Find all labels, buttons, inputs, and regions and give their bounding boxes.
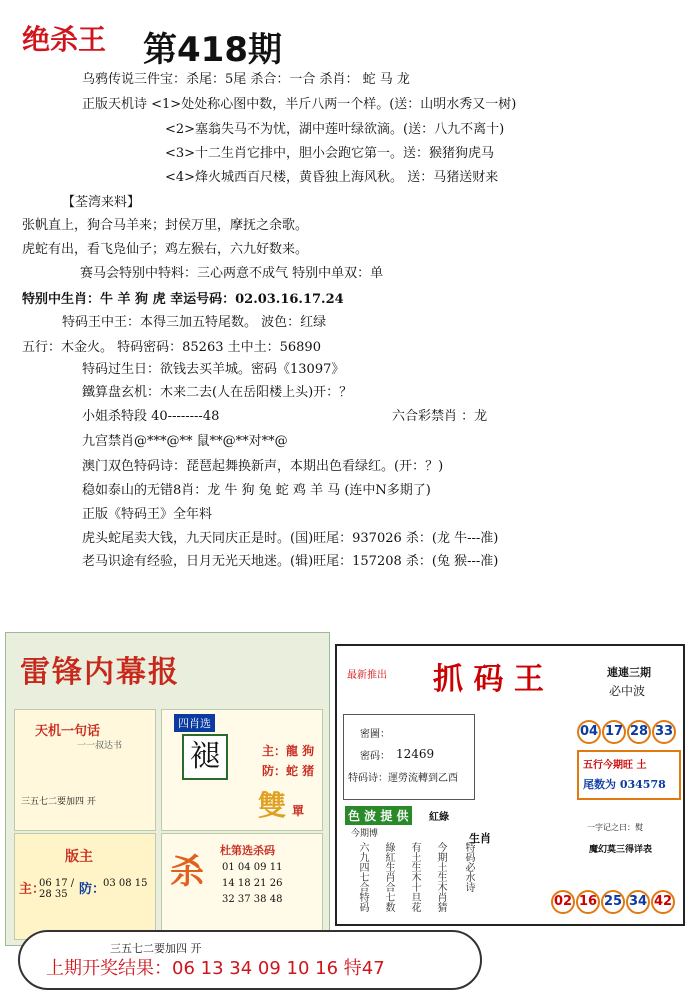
tianji-box [14, 709, 156, 831]
brand-title: 绝杀王 [22, 23, 107, 56]
shengxiao: 生肖 [469, 832, 491, 845]
color-value: 紅綠 [429, 812, 449, 823]
charm: 魔幻莫三得详表 [589, 845, 653, 855]
wuxing: 五行今期旺 土 [583, 760, 647, 771]
new-release: 最新推出 [347, 670, 387, 681]
zhuama-title: 抓 码 王 [433, 662, 544, 697]
line-17: 九宫禁肖@***@** 鼠**@**对**@ [82, 434, 288, 449]
col-1: 六九四七合特码 [357, 842, 368, 912]
sha-char: 杀 [170, 852, 204, 892]
bottom-ball-5: 42 [651, 890, 675, 914]
line-18: 澳门双色特码诗：琵琶起舞换新声，本期出色看绿红。(开：？) [82, 459, 444, 474]
issue-number: 第418期 [143, 30, 282, 70]
four-pick-banner: 四肖选 [174, 714, 215, 732]
col-5: 特码必水诗 [463, 842, 474, 892]
word-label: 一字记之曰：熨 [587, 823, 643, 832]
zhu-value: 龍 狗 [286, 744, 315, 758]
fang-value: 蛇 猪 [286, 764, 315, 778]
left-panel [5, 632, 330, 946]
nums-left: 06 17 / 28 35 [39, 878, 75, 900]
poem-label: 特码诗： [348, 773, 388, 784]
top-ball-4: 33 [652, 720, 676, 744]
last-result: 上期开奖结果：06 13 34 09 10 16 特47 [46, 958, 385, 979]
line-12: 五行：木金火。 特码密码：85263 土中土：56890 [22, 340, 321, 355]
bottom-ball-2: 16 [576, 890, 600, 914]
line-9: 赛马会特别中特料：三心两意不成气 特别中单双：单 [80, 266, 384, 281]
top-ball-3: 28 [627, 720, 651, 744]
top-ball-1: 04 [577, 720, 601, 744]
code-value: 12469 [396, 747, 435, 761]
streak-label: 連連三期 [607, 666, 651, 679]
line-21: 虎头蛇尾卖大钱，九天同庆正是时。(国)旺尾：937026 杀：(龙 牛---准) [82, 531, 499, 546]
ban-box [14, 833, 156, 940]
line-5: <4>烽火城西百尺楼，黄昏独上海风秋。 送：马猪送财来 [165, 170, 499, 185]
line-4: <3>十二生肖它排中，胆小会跑它第一。送：猴猪狗虎马 [165, 146, 495, 161]
line-1: 乌鸦传说三件宝：杀尾：5尾 杀合：一合 杀肖： 蛇 马 龙 [82, 72, 410, 87]
tianji-author: 一一叔达书 [77, 741, 123, 751]
footer-riddle: 三五七二要加四 开 [110, 942, 202, 955]
big-char: 褪 [182, 734, 228, 780]
riddle-small: 三五七二要加四 开 [21, 797, 96, 807]
zhu2-label: 主： [19, 882, 46, 897]
col-3: 有土生木十旦花 [409, 842, 420, 912]
today-label: 今期博 [351, 829, 379, 839]
shuang-char: 雙 [258, 789, 287, 822]
table-title: 杜第选杀码 [220, 844, 275, 857]
col-4: 今期土生木肖猜 [435, 842, 446, 912]
fang2-label: 防： [79, 882, 106, 897]
bottom-ball-4: 34 [626, 890, 650, 914]
col-2: 綠紅生肖合七数 [383, 842, 394, 912]
line-11: 特码王中王：本得三加五特尾数。 波色：红绿 [62, 315, 327, 330]
fang-label: 防： [262, 764, 287, 778]
nums-right: 03 08 15 [103, 878, 148, 889]
line-8: 虎蛇有出，看飞凫仙子；鸡左猴右，六九好数来。 [22, 242, 309, 257]
code-label: 密圖： [360, 729, 390, 740]
right-panel [335, 644, 685, 926]
line-19: 稳如泰山的无错8肖：龙 牛 狗 兔 蛇 鸡 羊 马 (连中N多期了) [82, 483, 431, 498]
tianji-label: 天机一句话 [35, 724, 101, 739]
tail: 尾数为 034578 [583, 778, 666, 791]
four-pick-box [161, 709, 323, 831]
zhu-label: 主： [262, 744, 287, 758]
table-row-1: 01 04 09 11 [222, 862, 283, 873]
line-16: 六合彩禁肖 ：龙 [392, 409, 488, 424]
bottom-ball-1: 02 [551, 890, 575, 914]
bottom-ball-3: 25 [601, 890, 625, 914]
line-3: <2>塞翁失马不为忧，湖中莲叶绿欲滴。(送：八九不离十) [165, 122, 505, 137]
table-row-3: 32 37 38 48 [222, 894, 283, 905]
line-15: 小姐杀特段 40--------48 [82, 409, 220, 424]
code-box [343, 714, 475, 800]
line-20: 正版《特码王》全年料 [82, 507, 213, 522]
secret-label: 密码： [360, 751, 390, 762]
line-10: 特别中生肖：牛 羊 狗 虎 幸运号码：02.03.16.17.24 [22, 292, 344, 307]
top-ball-2: 17 [602, 720, 626, 744]
poem: 運勞流轉到乙酉 [388, 773, 458, 784]
ban-label: 版主 [65, 849, 93, 865]
table-row-2: 14 18 21 26 [222, 878, 283, 889]
line-6: 【荃湾来料】 [62, 195, 141, 210]
line-22: 老马识途有经验，日月无光天地迷。(辑)旺尾：157208 杀：(兔 猴---准) [82, 554, 499, 569]
color-offer: 色 波 提 供 [345, 806, 412, 825]
line-13: 特码过生日：欲钱去买羊城。密码《13097》 [82, 362, 345, 377]
sha-box [161, 833, 323, 940]
dan-char: 單 [292, 804, 305, 818]
left-panel-title: 雷锋内幕报 [20, 655, 180, 690]
must-label: 必中波 [609, 684, 646, 698]
line-14: 鐵算盘玄机：木来二去(人在岳阳楼上头)开：？ [82, 385, 353, 400]
line-7: 张帆直上，狗合马羊来；封侯万里，摩抚之余歌。 [22, 218, 309, 233]
wuxing-box [577, 750, 681, 800]
line-2: 正版天机诗 <1>处处称心图中数，半斤八两一个样。(送：山明水秀又一树) [82, 97, 517, 112]
